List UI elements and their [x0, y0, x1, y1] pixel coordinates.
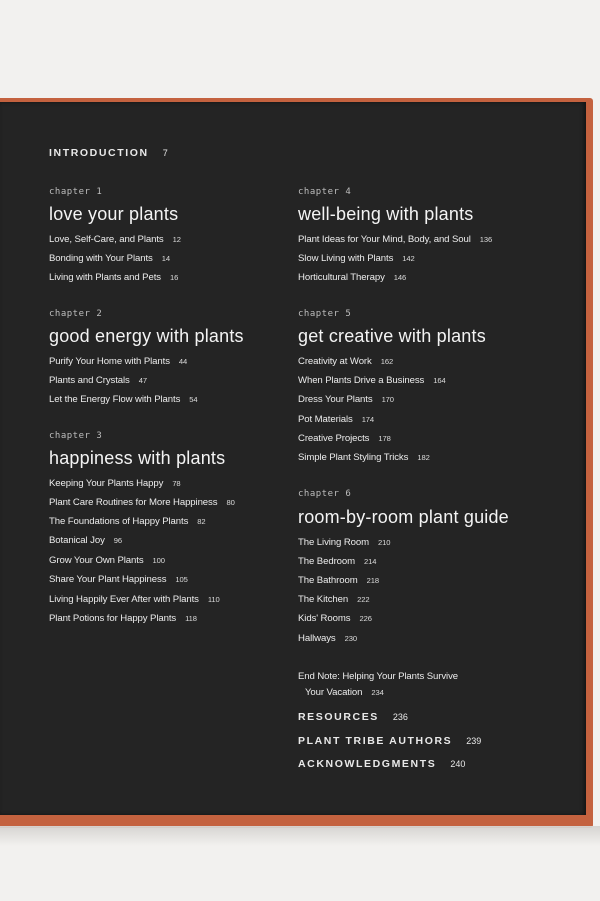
entry-title: Pot Materials	[298, 414, 353, 425]
end-note-title: Your Vacation	[305, 687, 363, 698]
toc-entry[interactable]	[49, 613, 197, 624]
chapter-4-title[interactable]: well-being with plants	[298, 204, 474, 224]
entry-title: The Bedroom	[298, 556, 356, 567]
entry-page: 178	[378, 434, 391, 443]
toc-entry[interactable]	[49, 272, 178, 283]
toc-entry[interactable]	[298, 556, 376, 567]
authors-page: 239	[466, 736, 482, 746]
chapter-2-title[interactable]: good energy with plants	[49, 326, 244, 346]
chapter-1-label: chapter 1	[49, 187, 103, 197]
toc-entry[interactable]	[298, 613, 372, 624]
entry-page: 226	[359, 614, 372, 623]
entry-page: 164	[433, 376, 446, 385]
toc-end-note[interactable]	[298, 669, 518, 701]
toc-entry[interactable]	[49, 394, 198, 405]
toc-entry[interactable]	[49, 234, 181, 245]
authors-label: PLANT TRIBE AUTHORS	[298, 735, 453, 747]
entry-title: Horticultural Therapy	[298, 272, 385, 283]
toc-entry[interactable]	[49, 497, 235, 508]
entry-title: Keeping Your Plants Happy	[49, 478, 164, 489]
entry-page: 96	[113, 536, 123, 545]
chapter-3-label: chapter 3	[49, 431, 103, 441]
toc-entry[interactable]	[298, 272, 406, 283]
toc-entry[interactable]	[298, 452, 430, 463]
entry-page: 210	[378, 538, 391, 547]
end-note-line1: End Note: Helping Your Plants Survive	[298, 671, 459, 682]
acknowledgments-page: 240	[450, 759, 466, 769]
entry-page: 118	[185, 614, 197, 623]
toc-entry[interactable]	[298, 253, 415, 264]
chapter-6-title[interactable]: room-by-room plant guide	[298, 507, 509, 527]
introduction-page: 7	[162, 148, 168, 158]
entry-page: 100	[152, 556, 165, 565]
toc-entry[interactable]	[298, 234, 492, 245]
entry-title: Love, Self-Care, and Plants	[49, 234, 164, 245]
entry-title: Plant Ideas for Your Mind, Body, and Soul	[298, 234, 471, 245]
toc-entry[interactable]	[49, 356, 187, 367]
entry-page: 12	[172, 235, 181, 244]
toc-entry[interactable]	[49, 574, 188, 585]
resources-label: RESOURCES	[298, 711, 379, 723]
toc-entry[interactable]	[298, 433, 391, 444]
entry-page: 170	[381, 395, 394, 404]
entry-title: Living with Plants and Pets	[49, 272, 161, 283]
entry-title: Plant Potions for Happy Plants	[49, 613, 177, 624]
chapter-5-title[interactable]: get creative with plants	[298, 326, 486, 346]
entry-title: The Living Room	[298, 537, 370, 548]
toc-entry[interactable]	[298, 537, 390, 548]
entry-title: Share Your Plant Happiness	[49, 574, 167, 585]
entry-title: The Foundations of Happy Plants	[49, 516, 189, 527]
chapter-4-label: chapter 4	[298, 187, 352, 197]
toc-entry[interactable]	[298, 414, 374, 425]
entry-title: The Bathroom	[298, 575, 358, 586]
toc-entry[interactable]	[298, 394, 394, 405]
toc-resources[interactable]	[298, 711, 408, 723]
entry-title: Hallways	[298, 633, 336, 644]
entry-page: 146	[393, 273, 407, 282]
toc-entry[interactable]	[49, 555, 165, 566]
entry-page: 230	[344, 634, 357, 643]
entry-page: 105	[175, 575, 188, 584]
entry-page: 142	[402, 254, 415, 263]
toc-introduction[interactable]	[49, 147, 168, 159]
entry-title: Simple Plant Styling Tricks	[298, 452, 409, 463]
toc-entry[interactable]	[49, 516, 206, 527]
entry-page: 47	[138, 376, 147, 385]
entry-title: Plants and Crystals	[49, 375, 130, 386]
entry-page: 82	[197, 517, 206, 526]
chapter-1-title[interactable]: love your plants	[49, 204, 179, 224]
entry-title: Slow Living with Plants	[298, 253, 394, 264]
entry-title: When Plants Drive a Business	[298, 375, 425, 386]
toc-entry[interactable]	[49, 478, 181, 489]
toc-entry[interactable]	[298, 375, 446, 386]
toc-entry[interactable]	[298, 356, 393, 367]
entry-title: Dress Your Plants	[298, 394, 373, 405]
entry-page: 14	[161, 254, 170, 263]
resources-page: 236	[392, 712, 408, 722]
entry-page: 214	[364, 557, 377, 566]
toc-entry[interactable]	[49, 594, 220, 605]
chapter-2-label: chapter 2	[49, 309, 103, 319]
entry-page: 44	[178, 357, 188, 366]
chapter-6-label: chapter 6	[298, 489, 352, 499]
entry-page: 54	[189, 395, 198, 404]
entry-page: 162	[380, 357, 394, 366]
entry-title: Kids' Rooms	[298, 613, 351, 624]
entry-title: Purify Your Home with Plants	[49, 356, 170, 367]
chapter-5-label: chapter 5	[298, 309, 352, 319]
entry-page: 222	[357, 595, 370, 604]
toc-entry[interactable]	[298, 594, 369, 605]
entry-title: Bonding with Your Plants	[49, 253, 153, 264]
entry-page: 218	[366, 576, 379, 585]
entry-title: Grow Your Own Plants	[49, 555, 144, 566]
entry-page: 182	[417, 453, 430, 462]
entry-title: The Kitchen	[298, 594, 349, 605]
entry-title: Creative Projects	[298, 433, 370, 444]
end-note-line2	[298, 685, 518, 701]
chapter-3-title[interactable]: happiness with plants	[49, 448, 226, 468]
toc-plant-tribe-authors[interactable]	[298, 735, 481, 747]
book-shadow	[0, 826, 600, 846]
acknowledgments-label: ACKNOWLEDGMENTS	[298, 758, 437, 770]
entry-page: 110	[207, 595, 220, 604]
entry-page: 80	[226, 498, 235, 507]
introduction-label: INTRODUCTION	[49, 147, 149, 159]
entry-page: 78	[172, 479, 181, 488]
entry-page: 136	[479, 235, 493, 244]
entry-title: Creativity at Work	[298, 356, 372, 367]
entry-title: Living Happily Ever After with Plants	[49, 594, 199, 605]
end-note-page: 234	[371, 688, 384, 697]
toc-entry[interactable]	[49, 535, 122, 546]
toc-entry[interactable]	[49, 253, 170, 264]
entry-title: Plant Care Routines for More Happiness	[49, 497, 218, 508]
entry-page: 174	[361, 415, 375, 424]
toc-acknowledgments[interactable]	[298, 758, 465, 770]
toc-entry[interactable]	[298, 633, 357, 644]
entry-page: 16	[169, 273, 179, 282]
toc-entry[interactable]	[298, 575, 379, 586]
entry-title: Let the Energy Flow with Plants	[49, 394, 181, 405]
toc-entry[interactable]	[49, 375, 147, 386]
entry-title: Botanical Joy	[49, 535, 105, 546]
